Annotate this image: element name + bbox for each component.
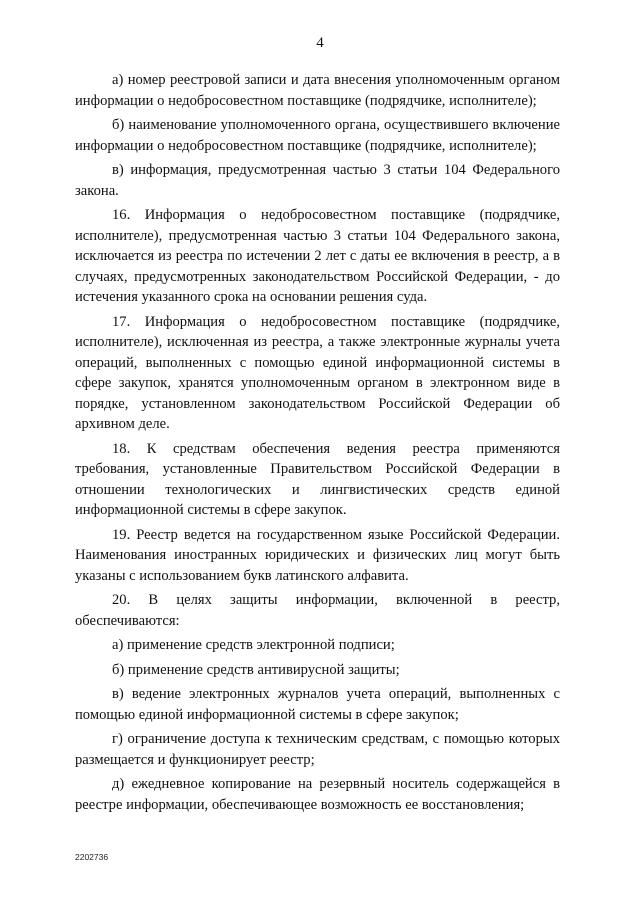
paragraph-20-v: в) ведение электронных журналов учета операций, выполненных с помощью единой информационной системы в сфере закупок;: [75, 686, 560, 723]
paragraph-a-registry-entry: а) номер реестровой записи и дата внесения уполномоченным органом информации о недобросовестном поставщике (подрядчике, исполнителе);: [75, 72, 560, 109]
paragraph-16: 16. Информация о недобросовестном поставщике (подрядчике, исполнителе), предусмотренная частью 3 статьи 104 Федерального закона, исключается из реестра по истечении 2 лет с даты ее включения в реестр, а в случаях, предусмотренных законодательством Российской Федерации, - до истечения указанного срока на основании решения суда.: [75, 207, 560, 305]
document-code: 2202736: [75, 852, 109, 862]
page-number: 4: [316, 35, 324, 51]
document-body: [75, 70, 560, 819]
paragraph-v-info: в) информация, предусмотренная частью 3 статьи 104 Федерального закона.: [75, 162, 560, 199]
paragraph-20-b: б) применение средств антивирусной защиты;: [112, 661, 400, 678]
paragraph-20-d: д) ежедневное копирование на резервный носитель содержащейся в реестре информации, обеспечивающее возможность ее восстановления;: [75, 776, 560, 813]
paragraph-20: 20. В целях защиты информации, включенной в реестр, обеспечиваются:: [75, 592, 560, 629]
paragraph-20-g: г) ограничение доступа к техническим средствам, с помощью которых размещается и функционирует реестр;: [75, 731, 560, 768]
paragraph-17: 17. Информация о недобросовестном поставщике (подрядчике, исполнителе), исключенная из реестра, а также электронные журналы учета операций, выполненных с помощью единой информационной системы в сфере закупок, хранятся уполномоченным органом в электронном виде в порядке, установленном законодательством Российской Федерации об архивном деле.: [75, 313, 560, 432]
paragraph-19: 19. Реестр ведется на государственном языке Российской Федерации. Наименования иностранных юридических и физических лиц могут быть указаны с использованием букв латинского алфавита.: [75, 526, 560, 584]
paragraph-18: 18. К средствам обеспечения ведения реестра применяются требования, установленные Правительством Российской Федерации в отношении технологических и лингвистических средств единой информационной системы в сфере закупок.: [75, 440, 560, 518]
paragraph-b-authority-name: б) наименование уполномоченного органа, осуществившего включение информации о недобросовестном поставщике (подрядчике, исполнителе);: [75, 117, 560, 154]
paragraph-20-a: а) применение средств электронной подписи;: [112, 637, 395, 653]
